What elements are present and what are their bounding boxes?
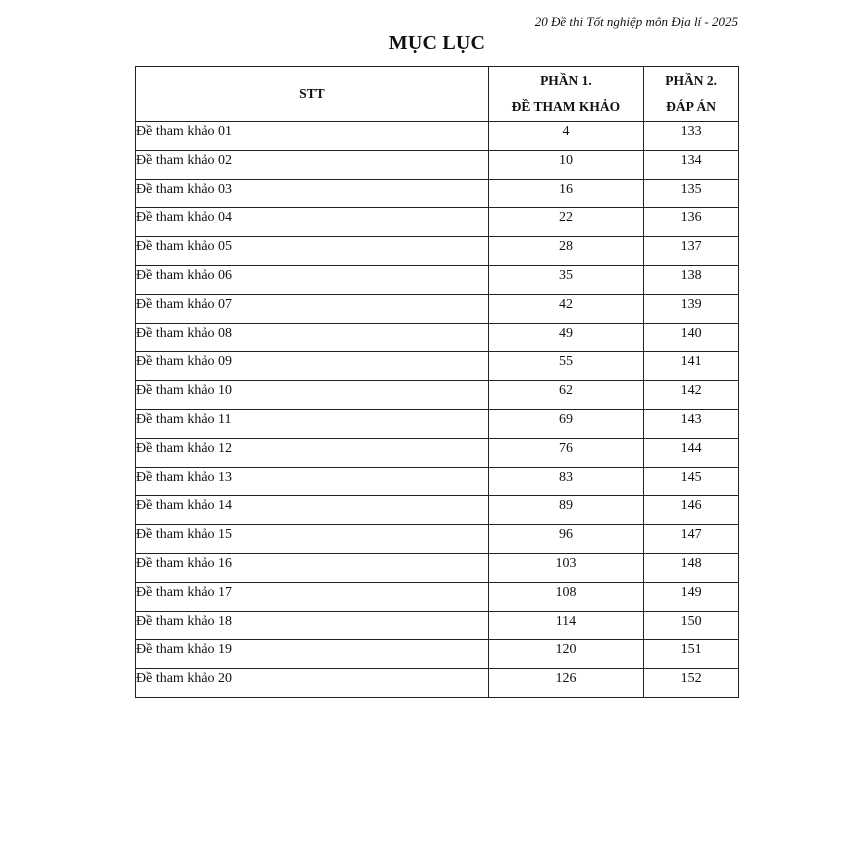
row-part2-page: 143 (644, 409, 739, 438)
row-name: Đề tham khảo 04 (136, 208, 489, 237)
row-part2-page: 142 (644, 381, 739, 410)
row-part1-page: 16 (488, 179, 644, 208)
table-row (136, 553, 739, 582)
row-name: Đề tham khảo 05 (136, 237, 489, 266)
table-row (136, 467, 739, 496)
row-part1-page: 108 (488, 582, 644, 611)
table-row (136, 265, 739, 294)
running-header: 20 Đề thi Tốt nghiệp môn Địa lí - 2025 (534, 14, 738, 29)
column-header-part1-line1: PHẦN 1. (540, 73, 592, 88)
row-part1-page: 69 (488, 409, 644, 438)
row-part2-page: 133 (644, 122, 739, 151)
row-part2-page: 149 (644, 582, 739, 611)
row-part1-page: 42 (488, 294, 644, 323)
row-part1-page: 76 (488, 438, 644, 467)
row-part2-page: 139 (644, 294, 739, 323)
row-name: Đề tham khảo 09 (136, 352, 489, 381)
row-name: Đề tham khảo 16 (136, 553, 489, 582)
table-row (136, 640, 739, 669)
column-header-part2-line1: PHẦN 2. (665, 73, 717, 88)
row-name: Đề tham khảo 12 (136, 438, 489, 467)
row-part1-page: 96 (488, 525, 644, 554)
column-header-part1 (488, 67, 644, 122)
toc-table (135, 66, 739, 698)
toc-header-row (136, 67, 739, 122)
row-part1-page: 49 (488, 323, 644, 352)
row-part2-page: 138 (644, 265, 739, 294)
row-part1-page: 35 (488, 265, 644, 294)
row-part1-page: 4 (488, 122, 644, 151)
table-row (136, 438, 739, 467)
row-name: Đề tham khảo 11 (136, 409, 489, 438)
row-part1-page: 126 (488, 669, 644, 698)
table-row (136, 611, 739, 640)
row-name: Đề tham khảo 02 (136, 150, 489, 179)
row-part2-page: 150 (644, 611, 739, 640)
row-part1-page: 89 (488, 496, 644, 525)
row-part1-page: 10 (488, 150, 644, 179)
table-row (136, 525, 739, 554)
row-part2-page: 134 (644, 150, 739, 179)
row-part1-page: 103 (488, 553, 644, 582)
row-part2-page: 137 (644, 237, 739, 266)
row-part2-page: 140 (644, 323, 739, 352)
table-row (136, 237, 739, 266)
table-row (136, 409, 739, 438)
row-name: Đề tham khảo 13 (136, 467, 489, 496)
column-header-stt: STT (136, 67, 489, 122)
row-name: Đề tham khảo 17 (136, 582, 489, 611)
toc-body (136, 122, 739, 698)
row-part2-page: 144 (644, 438, 739, 467)
row-part2-page: 148 (644, 553, 739, 582)
table-row (136, 122, 739, 151)
table-row (136, 208, 739, 237)
row-part1-page: 120 (488, 640, 644, 669)
page-title: MỤC LỤC (388, 32, 486, 54)
row-part2-page: 145 (644, 467, 739, 496)
table-row (136, 150, 739, 179)
row-name: Đề tham khảo 15 (136, 525, 489, 554)
table-row (136, 323, 739, 352)
table-row (136, 669, 739, 698)
row-part2-page: 141 (644, 352, 739, 381)
row-name: Đề tham khảo 10 (136, 381, 489, 410)
column-header-part2-line2: ĐÁP ÁN (666, 99, 717, 114)
row-name: Đề tham khảo 01 (136, 122, 489, 151)
row-part2-page: 151 (644, 640, 739, 669)
row-name: Đề tham khảo 06 (136, 265, 489, 294)
row-part2-page: 146 (644, 496, 739, 525)
table-row (136, 352, 739, 381)
row-part1-page: 22 (488, 208, 644, 237)
row-part1-page: 28 (488, 237, 644, 266)
column-header-part2 (644, 67, 739, 122)
row-part2-page: 136 (644, 208, 739, 237)
row-name: Đề tham khảo 08 (136, 323, 489, 352)
table-row (136, 381, 739, 410)
row-name: Đề tham khảo 07 (136, 294, 489, 323)
table-row (136, 496, 739, 525)
row-part1-page: 55 (488, 352, 644, 381)
row-name: Đề tham khảo 18 (136, 611, 489, 640)
column-header-part1-line2: ĐỀ THAM KHẢO (511, 99, 621, 114)
row-part2-page: 152 (644, 669, 739, 698)
row-name: Đề tham khảo 19 (136, 640, 489, 669)
row-part2-page: 135 (644, 179, 739, 208)
table-row (136, 582, 739, 611)
row-part1-page: 114 (488, 611, 644, 640)
row-name: Đề tham khảo 20 (136, 669, 489, 698)
row-name: Đề tham khảo 03 (136, 179, 489, 208)
table-row (136, 294, 739, 323)
table-row (136, 179, 739, 208)
row-part1-page: 83 (488, 467, 644, 496)
row-part2-page: 147 (644, 525, 739, 554)
row-part1-page: 62 (488, 381, 644, 410)
row-name: Đề tham khảo 14 (136, 496, 489, 525)
